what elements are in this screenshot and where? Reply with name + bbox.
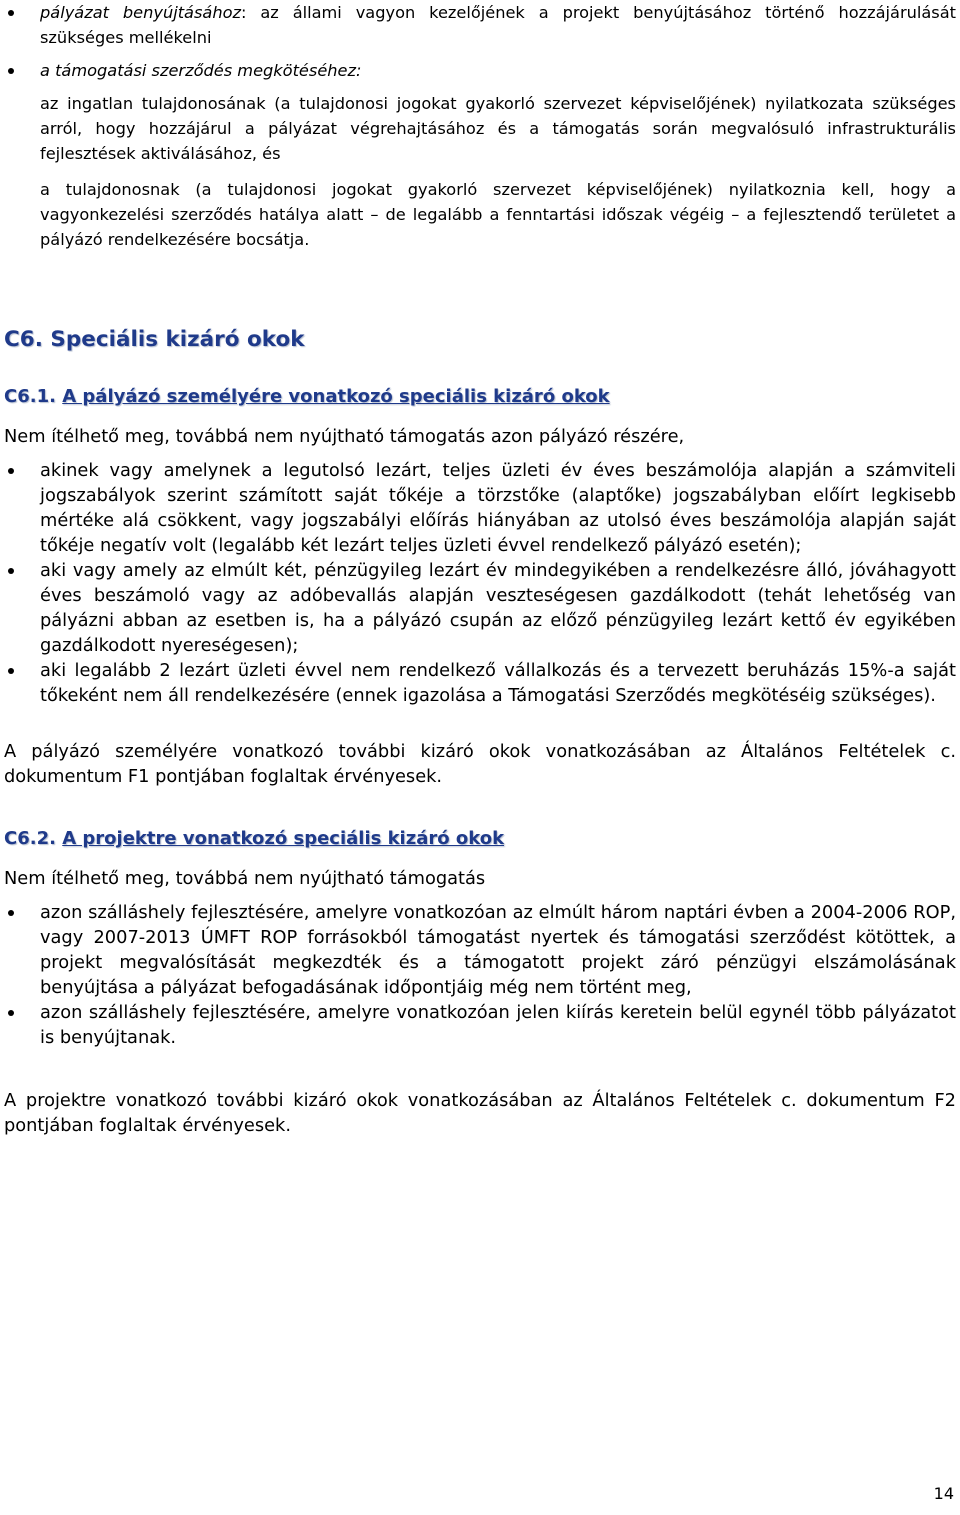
subsection-lead: Nem ítélhető meg, továbbá nem nyújtható támogatás azon pályázó részére, [4, 426, 685, 447]
list-item [4, 58, 956, 83]
subsection-number: C6.1. [4, 386, 56, 407]
subsection-closing: A projektre vonatkozó további kizáró okok vonatkozásában az Általános Feltételek c. dokumentum F2 pontjában foglaltak érvényesek. [4, 1090, 956, 1136]
intro-item2-italic: a támogatási szerződés megkötéséhez: [40, 61, 362, 80]
intro-item1-text: : az állami vagyon kezelőjének a projekt benyújtásához történő hozzájárulását szükséges mellékelni [40, 3, 956, 47]
list-item [4, 458, 956, 558]
list-item-text: aki legalább 2 lezárt üzleti évvel nem rendelkező vállalkozás és a tervezett beruházás 15%-a saját tőkeként nem áll rendelkezésére (ennek igazolása a Támogatási Szerződés megkötéséig szükséges). [40, 660, 956, 706]
intro-paragraph: a tulajdonosnak (a tulajdonosi jogokat gyakorló szervezet képviselőjének) nyilatkoznia kell, hogy a vagyonkezelési szerződés hatálya alatt – de legalább a fenntartási időszak végéig – a fejlesztendő területet a pályázó rendelkezésére bocsátja. [40, 180, 956, 249]
subsection-lead: Nem ítélhető meg, továbbá nem nyújtható támogatás [4, 868, 486, 889]
intro-item1-italic: pályázat benyújtásához [40, 3, 241, 22]
subsection-number: C6.2. [4, 828, 56, 849]
sub1-list [4, 458, 956, 708]
page-number: 14 [933, 1484, 954, 1503]
sub2-list [4, 900, 956, 1050]
list-item-text: akinek vagy amelynek a legutolsó lezárt, teljes üzleti év éves beszámolója alapján a számviteli jogszabályok szerint számított saját tőkéje a törzstőke (alaptőke) jogszabályban előírt legkisebb mértéke alá csökkent, vagy jogszabályi előírás hiányában az utolsó éves beszámolója alapján saját tőkéje negatív volt (legalább két lezárt teljes üzleti évvel rendelkező pályázó esetén); [40, 460, 956, 556]
list-item-text: azon szálláshely fejlesztésére, amelyre vonatkozóan az elmúlt három naptári évben a 2004-2006 ROP, vagy 2007-2013 ÚMFT ROP forrásokból támogatást nyertek és támogatási szerződést kötöttek, a projekt megvalósítását megkezdték és a támogatott projekt záró pénzügyi elszámolásának benyújtása a pályázat befogadásának időpontjáig még nem történt meg, [40, 902, 956, 998]
subsection-heading [4, 826, 956, 851]
list-item [4, 558, 956, 658]
subsection-title: A pályázó személyére vonatkozó speciális kizáró okok [62, 386, 610, 407]
list-item [4, 900, 956, 1000]
list-item [4, 658, 956, 708]
section-heading: C6. Speciális kizáró okok [4, 327, 305, 352]
intro-list [4, 0, 956, 83]
list-item-text: azon szálláshely fejlesztésére, amelyre vonatkozóan jelen kiírás keretein belül egynél több pályázatot is benyújtanak. [40, 1002, 956, 1048]
subsection-heading [4, 384, 956, 409]
list-item [4, 1000, 956, 1050]
subsection-closing: A pályázó személyére vonatkozó további kizáró okok vonatkozásában az Általános Feltételek c. dokumentum F1 pontjában foglaltak érvényesek. [4, 741, 956, 787]
intro-paragraph: az ingatlan tulajdonosának (a tulajdonosi jogokat gyakorló szervezet képviselőjének) nyilatkozata szükséges arról, hogy hozzájárul a pályázat végrehajtásához és a támogatás során megvalósuló infrastrukturális fejlesztések aktiválásához, és [40, 94, 956, 163]
document-page [4, 0, 956, 1138]
list-item-text: aki vagy amely az elmúlt két, pénzügyileg lezárt év mindegyikében a rendelkezésre álló, jóváhagyott éves beszámoló vagy az adóbevallás alapján veszteségesen gazdálkodott (tehát lehetőség van pályázni abban az esetben is, ha a pályázó csupán az előző pénzügyileg lezárt kettő év egyikében gazdálkodott nyereségesen); [40, 560, 956, 656]
subsection-title: A projektre vonatkozó speciális kizáró okok [62, 828, 505, 849]
list-item [4, 0, 956, 50]
